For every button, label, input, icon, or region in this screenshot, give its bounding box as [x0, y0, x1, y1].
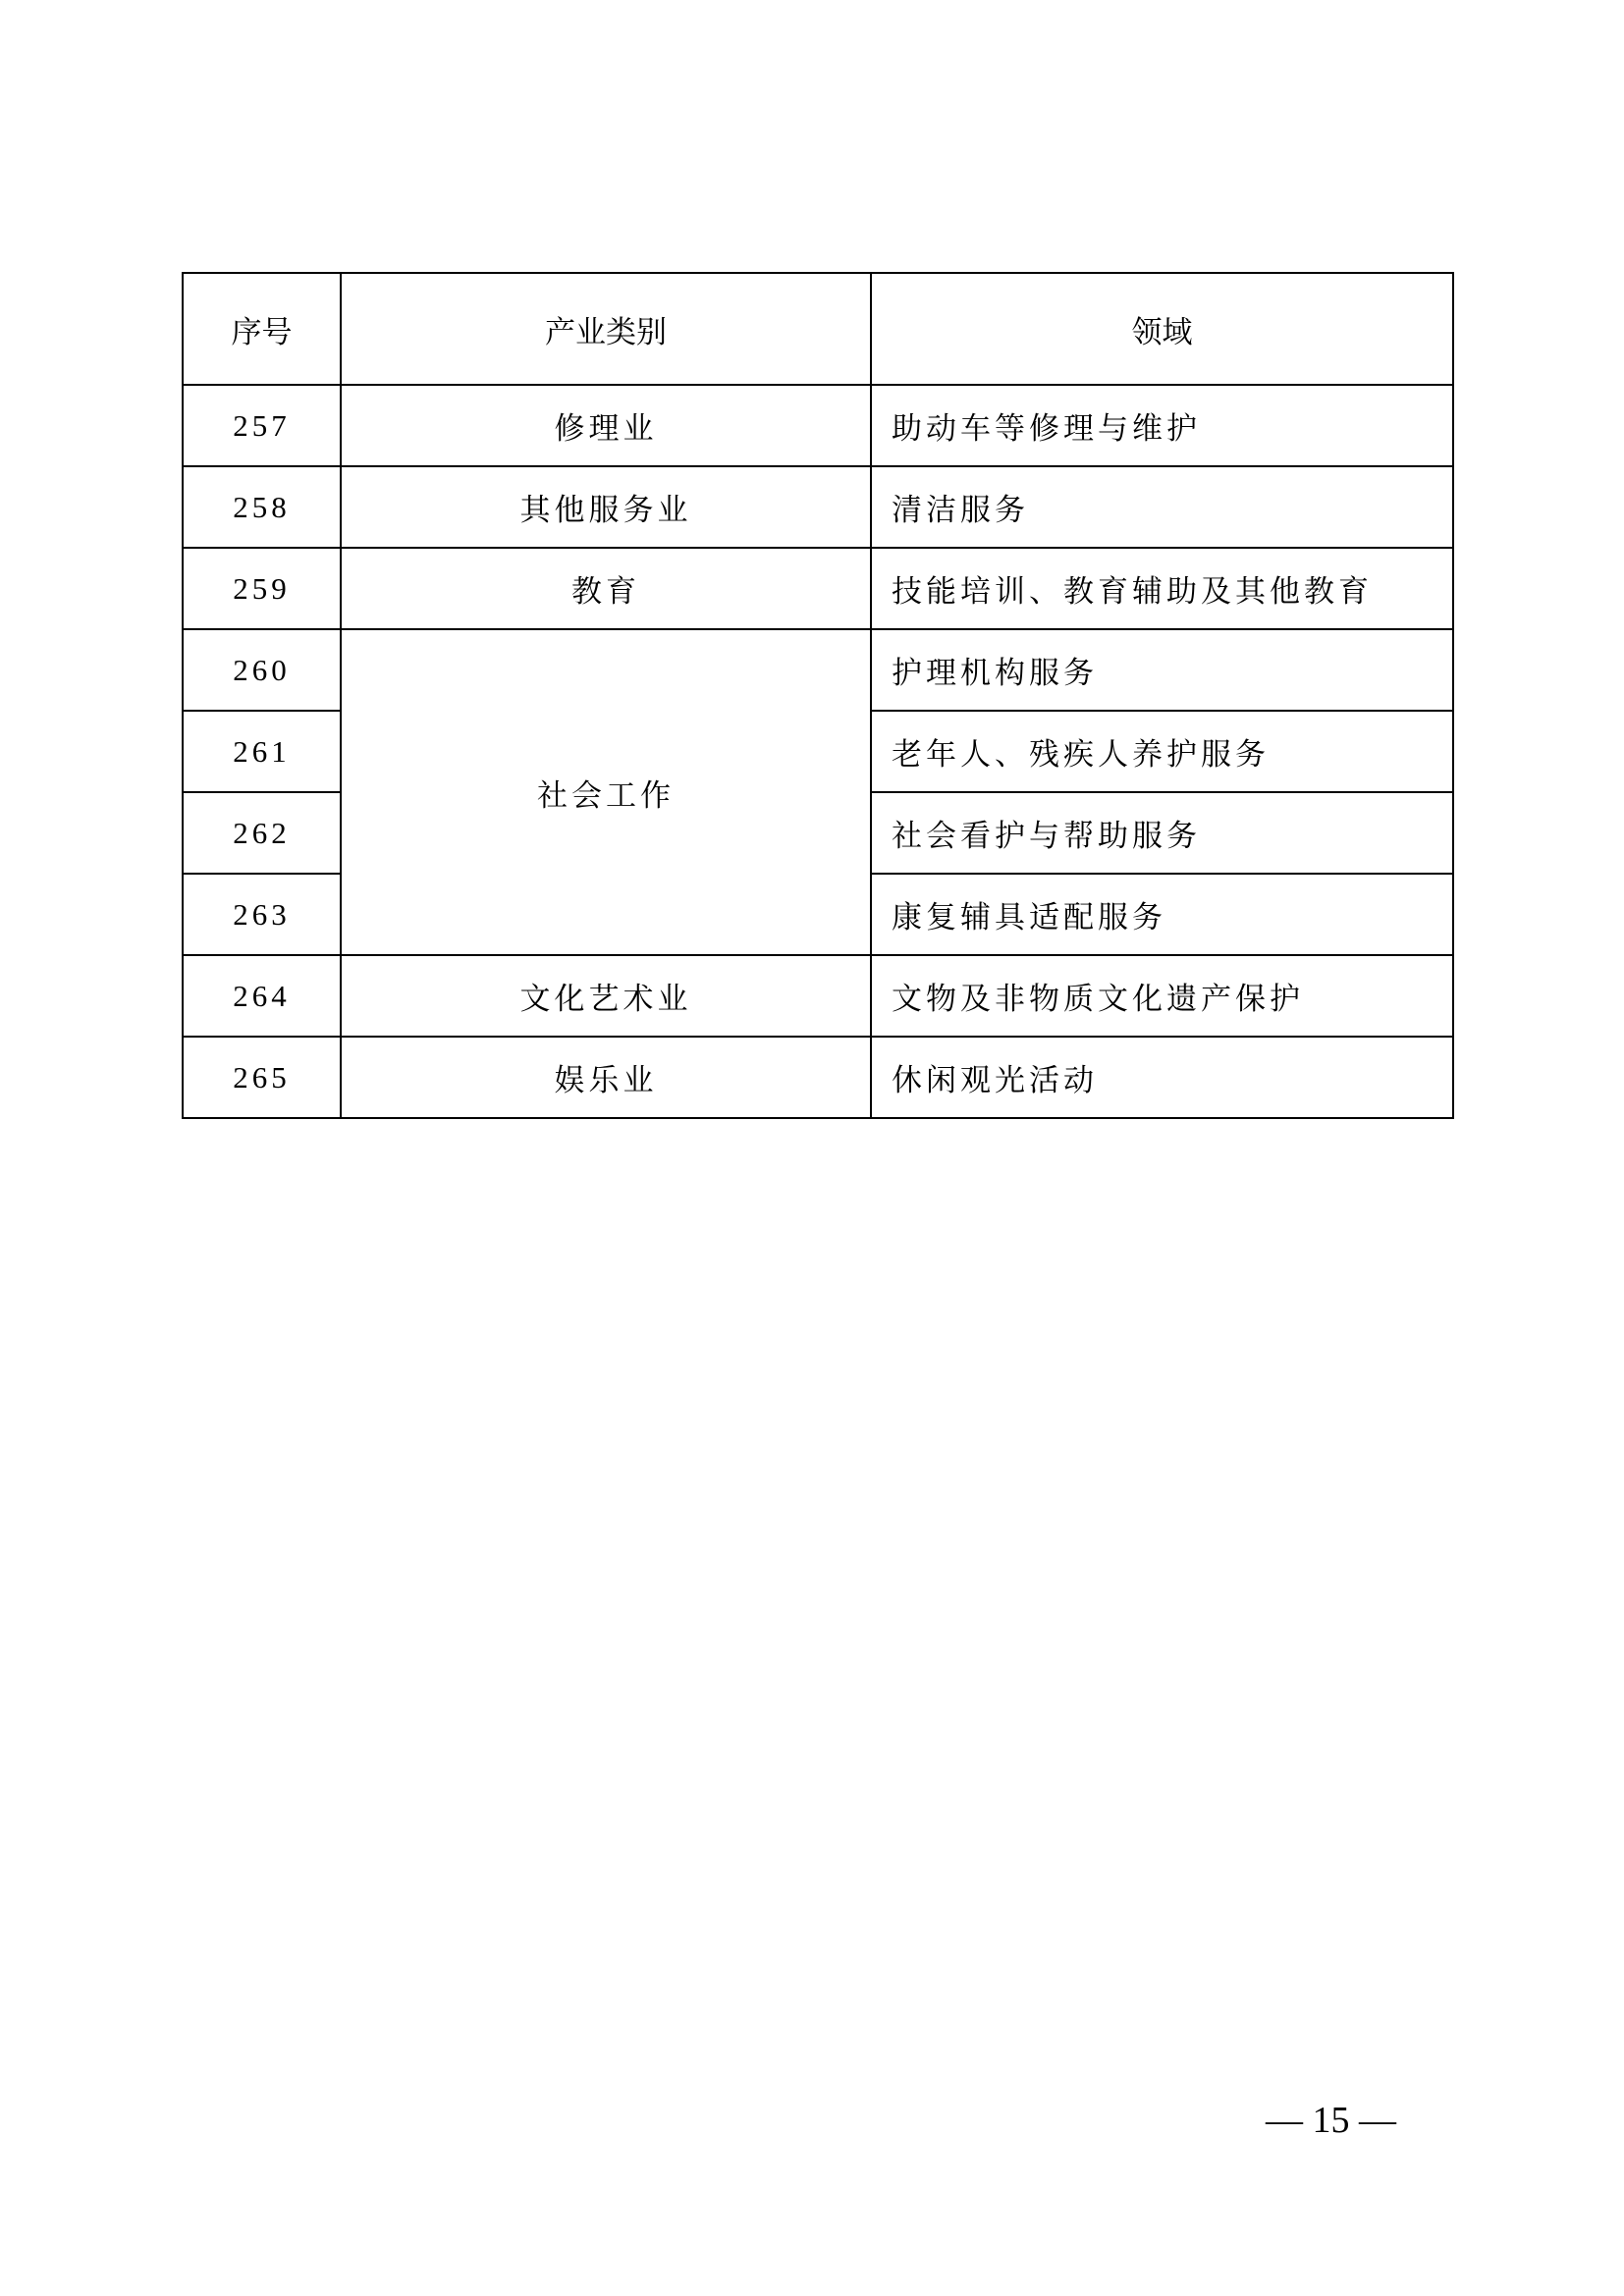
- table-row: [183, 955, 1453, 1037]
- page-number: 15: [1312, 2100, 1350, 2141]
- header-no: 序号: [183, 273, 341, 385]
- footer-dash-right: —: [1349, 2100, 1396, 2141]
- table-row: [183, 385, 1453, 466]
- row-no: 260: [183, 629, 341, 711]
- row-category: 娱乐业: [341, 1037, 871, 1118]
- row-field: 康复辅具适配服务: [871, 874, 1453, 955]
- row-category: 文化艺术业: [341, 955, 871, 1037]
- row-category-merged: 社会工作: [341, 629, 871, 955]
- row-field: 技能培训、教育辅助及其他教育: [871, 548, 1453, 629]
- row-field: 休闲观光活动: [871, 1037, 1453, 1118]
- footer-dash-left: —: [1266, 2100, 1313, 2141]
- table-header-row: [183, 273, 1453, 385]
- row-no: 261: [183, 711, 341, 792]
- row-field: 老年人、残疾人养护服务: [871, 711, 1453, 792]
- row-field: 护理机构服务: [871, 629, 1453, 711]
- table-row: [183, 466, 1453, 548]
- header-category: 产业类别: [341, 273, 871, 385]
- row-category: 修理业: [341, 385, 871, 466]
- table-row: [183, 548, 1453, 629]
- industry-table: [182, 272, 1454, 1119]
- row-field: 社会看护与帮助服务: [871, 792, 1453, 874]
- row-no: 263: [183, 874, 341, 955]
- page-footer: [1266, 2099, 1396, 2142]
- row-no: 259: [183, 548, 341, 629]
- header-field: 领域: [871, 273, 1453, 385]
- row-category: 教育: [341, 548, 871, 629]
- row-no: 264: [183, 955, 341, 1037]
- row-no: 262: [183, 792, 341, 874]
- row-field: 助动车等修理与维护: [871, 385, 1453, 466]
- table-row: [183, 629, 1453, 711]
- table-row: [183, 1037, 1453, 1118]
- row-no: 258: [183, 466, 341, 548]
- row-category: 其他服务业: [341, 466, 871, 548]
- row-no: 257: [183, 385, 341, 466]
- row-field: 文物及非物质文化遗产保护: [871, 955, 1453, 1037]
- row-field: 清洁服务: [871, 466, 1453, 548]
- row-no: 265: [183, 1037, 341, 1118]
